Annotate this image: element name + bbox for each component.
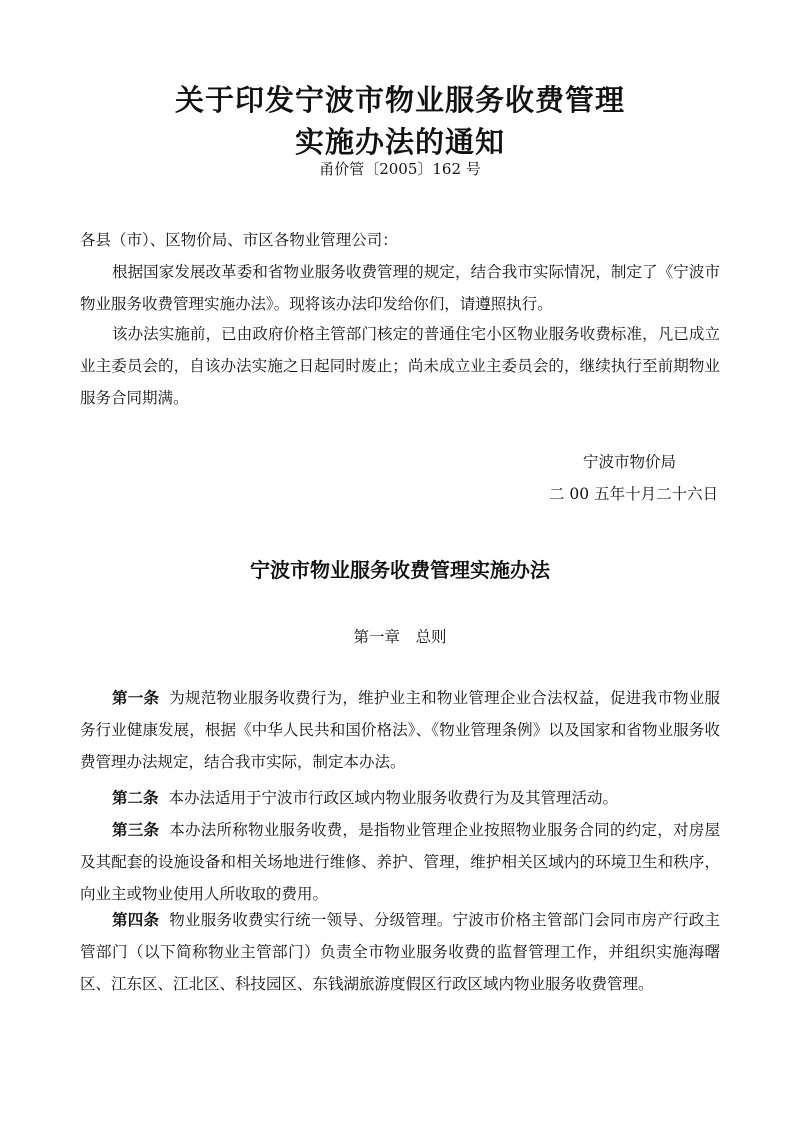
regulation-title: 宁波市物业服务收费管理实施办法 [250, 558, 550, 582]
article-text: 本办法适用于宁波市行政区域内物业服务收费行为及其管理活动。 [168, 789, 619, 807]
article-text: 本办法所称物业服务收费，是指物业管理企业按照物业服务合同的约定，对房屋及其配套的设施设备和相关场地进行维修、养护、管理，维护相关区域内的环境卫生和秩序，向业主或物业使用人所收取的费用。 [80, 821, 720, 903]
notice-title-line-1: 关于印发宁波市物业服务收费管理 [174, 83, 625, 117]
article-number: 第三条 [112, 820, 160, 839]
issue-date: 二 00 五年十月二十六日 [549, 485, 719, 503]
article-text: 物业服务收费实行统一领导、分级管理。宁波市价格主管部门会同市房产行政主管部门（以下简称物业主管部门）负责全市物业服务收费的监督管理工作，并组织实施海曙区、江东区、江北区、科技园区、东钱湖旅游度假区行政区域内物业服务收费管理。 [80, 911, 720, 993]
article-2 [80, 782, 720, 814]
article-4 [80, 904, 720, 1000]
signer: 宁波市物价局 [583, 453, 677, 471]
notice-paragraph-1: 根据国家发展改革委和省物业服务收费管理的规定，结合我市实际情况，制定了《宁波市物业服务收费管理实施办法》。现将该办法印发给你们，请遵照执行。 [80, 263, 720, 313]
document-number: 甬价管〔2005〕162 号 [319, 160, 481, 178]
article-1 [80, 682, 720, 778]
article-number: 第四条 [112, 910, 160, 929]
article-3 [80, 814, 720, 910]
article-number: 第一条 [112, 688, 160, 707]
article-number: 第二条 [112, 788, 159, 807]
article-text: 为规范物业服务收费行为，维护业主和物业管理企业合法权益，促进我市物业服务行业健康发展，根据《中华人民共和国价格法》、《物业管理条例》以及国家和省物业服务收费管理办法规定，结合我市实际，制定本办法。 [80, 689, 720, 771]
addressee: 各县（市）、区物价局、市区各物业管理公司： [80, 231, 398, 249]
notice-title-line-2: 实施办法的通知 [294, 125, 505, 159]
chapter-heading: 第一章 总则 [353, 628, 447, 646]
notice-paragraph-2: 该办法实施前，已由政府价格主管部门核定的普通住宅小区物业服务收费标准，凡已成立业主委员会的，自该办法实施之日起同时废止；尚未成立业主委员会的，继续执行至前期物业服务合同期满。 [80, 325, 720, 407]
